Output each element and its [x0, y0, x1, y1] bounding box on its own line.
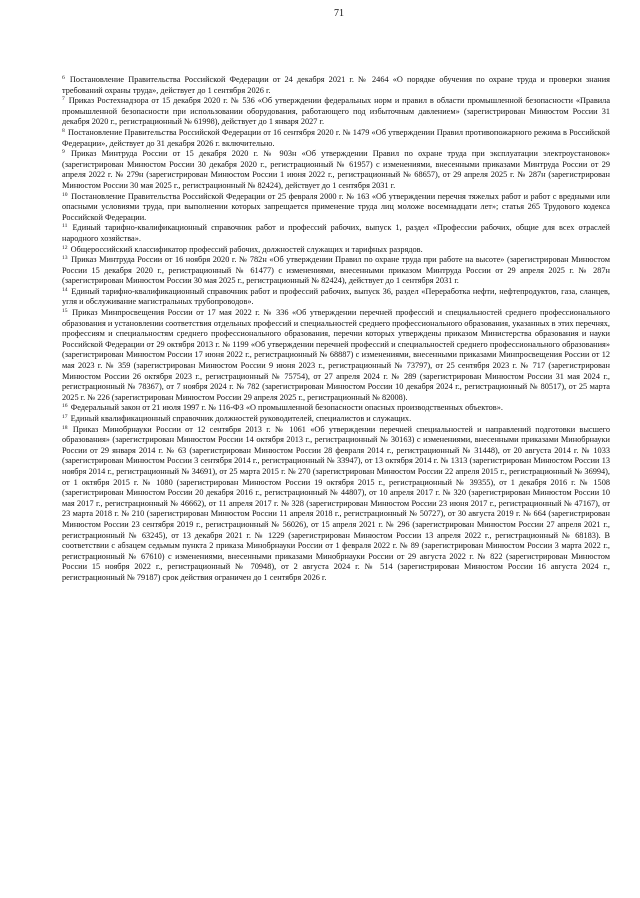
footnote-text: Приказ Минтруда России от 15 декабря 2020 г. № 903н «Об утверждении Правил по охране труда при эксплуатации электроустановок» (зарегистрирован Минюстом России 30 декабря 2020 г., регистрационный № 61957) с изменениями, внесенными приказами Минтруда России от 29 апреля 2022 г. № 279н (зарегистрирован Минюстом России 1 июня 2022 г., регистрационный № 68657), от 29 апреля 2025 г. № 287н (зарегистрирован Минюстом России 30 мая 2025 г., регистрационный № 82424), действует до 1 сентября 2031 г.: [62, 149, 610, 190]
footnote-text: Приказ Ростехнадзора от 15 декабря 2020 г. № 536 «Об утверждении федеральных норм и правил в области промышленной безопасности «Правила промышленной безопасности при использовании оборудования, работающего под избыточным давлением» (зарегистрирован Минюстом России 31 декабря 2020 г., регистрационный № 61998), действует до 1 января 2027 г.: [62, 96, 610, 127]
page-number: 71: [334, 8, 344, 19]
footnote: [62, 96, 610, 128]
footnote-number: 15: [62, 308, 68, 315]
footnote-text: Федеральный закон от 21 июля 1997 г. № 116-ФЗ «О промышленной безопасности опасных производственных объектов».: [70, 403, 503, 413]
footnote-text: Постановление Правительства Российской Федерации от 25 февраля 2000 г. № 163 «Об утверждении перечня тяжелых работ и работ с вредными или опасными условиями труда, при выполнении которых запрещается применение труда лиц моложе восемнадцати лет»; статья 265 Трудового кодекса Российской Федерации.: [62, 191, 611, 222]
footnote: [62, 255, 610, 287]
footnote-number: 13: [62, 255, 68, 262]
footnote: [62, 287, 610, 308]
footnote-text: Постановление Правительства Российской Федерации от 24 декабря 2021 г. № 2464 «О порядке обучения по охране труда и проверки знания требований охраны труда», действует до 1 сентября 2026 г.: [62, 75, 610, 95]
footnote: [62, 414, 610, 425]
footnote: [62, 425, 610, 584]
footnote: [62, 75, 610, 96]
footnote-text: Приказ Минпросвещения России от 17 мая 2022 г. № 336 «Об утверждении перечней профессий и специальностей среднего профессионального образования и установлении соответствия отдельных профессий и специальностей среднего профессионального образования, указанных в этих перечнях, профессиям и специальностям среднего профессионального образования, перечни которых утверждены приказом Министерства образования и науки Российской Федерации от 29 октября 2013 г. № 1199 «Об утверждении перечней профессий и специальностей среднего профессионального образования» (зарегистрирован Минюстом России 17 июня 2022 г., регистрационный № 68887) с изменениями, внесенными приказами Минпросвещения России от 12 мая 2023 г. № 359 (зарегистрирован Минюстом России 9 июня 2023 г., регистрационный № 73797), от 25 сентября 2023 г. № 717 (зарегистрирован Минюстом России 26 октября 2023 г., регистрационный № 75754), от 27 апреля 2024 г. № 289 (зарегистрирован Минюстом России 31 мая 2024 г., регистрационный № 78367), от 7 ноября 2024 г. № 782 (зарегистрирован Минюстом России 10 декабря 2024 г., регистрационный № 80517), от 25 марта 2025 г. № 226 (зарегистрирован Минюстом России 29 апреля 2025 г., регистрационный № 82008).: [62, 308, 610, 402]
footnote-number: 17: [62, 414, 68, 420]
footnote-text: Постановление Правительства Российской Федерации от 16 сентября 2020 г. № 1479 «Об утверждении Правил противопожарного режима в Российской Федерации», действует до 31 декабря 2026 г. включительно.: [62, 127, 610, 148]
footnote-text: Общероссийский классификатор профессий рабочих, должностей служащих и тарифных разрядов.: [70, 244, 423, 254]
footnote-number: 9: [62, 149, 65, 156]
footnote: [62, 149, 610, 191]
footnote: [62, 223, 610, 244]
footnote: [62, 245, 610, 256]
footnote-number: 14: [62, 286, 68, 293]
footnote-number: 12: [62, 244, 68, 251]
footnote: [62, 192, 610, 224]
footnote: [62, 128, 610, 149]
footnote-number: 7: [62, 96, 65, 103]
footnote: [62, 308, 610, 403]
footnote-number: 10: [62, 191, 68, 198]
footnotes-list: [62, 75, 610, 584]
footnote-number: 18: [62, 424, 68, 431]
footnote-number: 6: [62, 75, 65, 81]
footnote-text: Единый квалификационный справочник должностей руководителей, специалистов и служащих.: [70, 414, 412, 423]
footnote: [62, 403, 610, 414]
footnote-number: 8: [62, 127, 65, 134]
footnote-text: Приказ Минтруда России от 16 ноября 2020 г. № 782н «Об утверждении Правил по охране труда при работе на высоте» (зарегистрирован Минюстом России 15 декабря 2020 г., регистрационный № 61477) с изменениями, внесенными приказом Минтруда России от 29 апреля 2025 г. № 287н (зарегистрирован Минюстом России 30 мая 2025 г., регистрационный № 82424), действует до 1 сентября 2031 г.: [62, 255, 610, 286]
footnote-number: 16: [62, 403, 68, 410]
footnote-number: 11: [62, 223, 68, 230]
footnote-text: Единый тарифно-квалификационный справочник работ и профессий рабочих, выпуск 36, раздел «Переработка нефти, нефтепродуктов, газа, сланцев, угля и обслуживание магистральных трубопроводов».: [62, 286, 610, 307]
footnote-text: Единый тарифно-квалификационный справочник работ и профессий рабочих, выпуск 1, раздел «Профессии рабочих, общие для всех отраслей народного хозяйства».: [62, 223, 610, 243]
footnote-text: Приказ Минобрнауки России от 12 сентября 2013 г. № 1061 «Об утверждении перечней специальностей и направлений подготовки высшего образования» (зарегистрирован Минюстом России 14 октября 2013 г., регистрационный № 30163) с изменениями, внесенными приказами Минобрнауки России от 29 января 2014 г. № 63 (зарегистрирован Минюстом России 28 февраля 2014 г., регистрационный № 31448), от 20 августа 2014 г. № 1033 (зарегистрирован Минюстом России 3 сентября 2014 г., регистрационный № 33947), от 13 октября 2014 г. № 1313 (зарегистрирован Минюстом России 13 ноября 2014 г., регистрационный № 34691), от 25 марта 2015 г. № 270 (зарегистрирован Минюстом России 22 апреля 2015 г., регистрационный № 36994), от 1 октября 2015 г. № 1080 (зарегистрирован Минюстом России 19 октября 2015 г., регистрационный № 39355), от 1 декабря 2016 г. № 1508 (зарегистрирован Минюстом России 20 декабря 2016 г., регистрационный № 44807), от 10 апреля 2017 г. № 320 (зарегистрирован Минюстом России 10 мая 2017 г., регистрационный № 46662), от 11 апреля 2017 г. № 328 (зарегистрирован Минюстом России 23 июня 2017 г., регистрационный № 47167), от 23 марта 2018 г. № 210 (зарегистрирован Минюстом России 11 апреля 2018 г., регистрационный № 50727), от 30 августа 2019 г. № 664 (зарегистрирован Минюстом России 23 сентября 2019 г., регистрационный № 56026), от 15 апреля 2021 г. № 296 (зарегистрирован Минюстом России 27 апреля 2021 г., регистрационный № 63245), от 13 декабря 2021 г. № 1229 (зарегистрирован Минюстом России 13 апреля 2022 г., регистрационный № 68183). В соответствии с абзацем седьмым пункта 2 приказа Минобрнауки России от 1 февраля 2022 г. № 89 (зарегистрирован Минюстом России 3 марта 2022 г., регистрационный № 67610) с изменениями, внесенными приказами Минобрнауки России от 29 августа 2022 г. № 822 (зарегистрирован Минюстом России 15 ноября 2022 г., регистрационный № 70948), от 2 августа 2024 г. № 514 (зарегистрирован Минюстом России 16 августа 2024 г., регистрационный № 79187) срок действия ограничен до 1 сентября 2026 г.: [62, 424, 610, 582]
